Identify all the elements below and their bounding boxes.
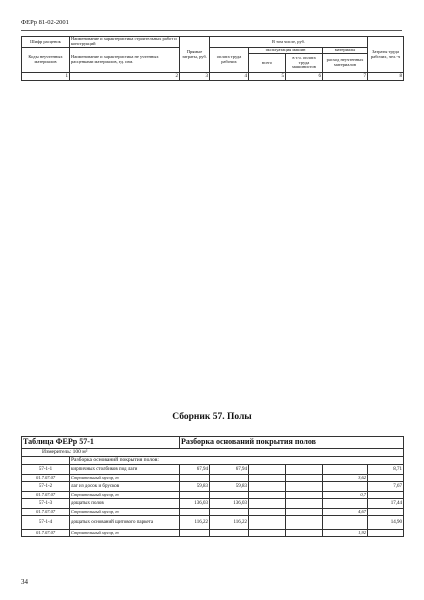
rate-code: 57-1-4: [22, 516, 70, 530]
table-row: [22, 465, 404, 475]
column-number: 2: [70, 73, 180, 81]
table-row: [22, 492, 404, 499]
labor-hours: 8,71: [368, 465, 404, 475]
table-row: [22, 482, 404, 492]
operator-pay-header: в т.ч. оплата труда машинистов: [286, 54, 323, 73]
rate-code: 57-1-3: [22, 499, 70, 509]
cipher-header: Шифр расценок: [22, 37, 70, 48]
collection-title: Сборник 57. Полы: [172, 412, 252, 422]
document-code: ФЕРр 81-02-2001: [21, 19, 69, 26]
labor-pay: 59,83: [210, 482, 249, 492]
labor-pay: 116,22: [210, 516, 249, 530]
rate-code: 57-1-2: [22, 482, 70, 492]
table-code: Таблица ФЕРр 57-1: [22, 437, 180, 449]
work-name: лаг из досок и брусков: [70, 482, 180, 492]
table-row: [22, 516, 404, 530]
rates-table: [21, 436, 404, 537]
section-title: Разборка оснований покрытия полов:: [70, 457, 404, 465]
labor-pay: 67,94: [210, 465, 249, 475]
work-name: дощатых оснований щитового паркета: [70, 516, 180, 530]
table-row: [22, 530, 404, 537]
column-number: 7: [323, 73, 368, 81]
rate-code: 57-1-1: [22, 465, 70, 475]
material-qty: 0,7: [323, 492, 368, 499]
direct-cost: 67,94: [180, 465, 210, 475]
header-table: [21, 36, 404, 81]
unaccounted-codes-header: Коды неучтенных материалов: [22, 48, 70, 73]
table-row: [22, 509, 404, 516]
material-code: 01.7.07.07: [22, 475, 70, 482]
labor-costs-header: Затраты труда рабочих, чел.-ч: [368, 37, 404, 73]
materials-header: материалы: [323, 48, 368, 54]
total-header: всего: [249, 54, 286, 73]
material-code: 01.7.07.07: [22, 509, 70, 516]
material-name: Строительный мусор, т: [70, 475, 180, 482]
header-rule: [21, 30, 402, 31]
machine-operation-header: эксплуатация машин: [249, 48, 323, 54]
labor-hours: 7,67: [368, 482, 404, 492]
page-number: 34: [21, 578, 28, 586]
table-row: [22, 475, 404, 482]
including-header: В том числе, руб.: [210, 37, 368, 48]
name-header-bottom: Наименование и характеристика не учтенных расценками материалов, ед. изм.: [70, 48, 180, 73]
name-header-top: Наименование и характеристика строительных работ и конструкций: [70, 37, 180, 48]
material-qty: 3,62: [323, 475, 368, 482]
labor-hours: 14,90: [368, 516, 404, 530]
direct-cost: 59,83: [180, 482, 210, 492]
direct-cost: 116,22: [180, 516, 210, 530]
table-row: [22, 499, 404, 509]
direct-costs-header: Прямые затраты, руб.: [180, 37, 210, 73]
column-number: 6: [286, 73, 323, 81]
unaccounted-materials-header: расход неучтенных материалов: [323, 54, 368, 73]
column-number: 3: [180, 73, 210, 81]
column-number: 4: [210, 73, 249, 81]
column-number: 5: [249, 73, 286, 81]
table-heading: [22, 437, 404, 449]
work-name: кирпичных столбиков под лаги: [70, 465, 180, 475]
labor-hours: 17,44: [368, 499, 404, 509]
material-qty: 4,67: [323, 509, 368, 516]
material-name: Строительный мусор, т: [70, 492, 180, 499]
material-code: 01.7.07.07: [22, 492, 70, 499]
material-qty: 1,92: [323, 530, 368, 537]
material-code: 01.7.07.07: [22, 530, 70, 537]
worker-pay-header: оплата труда рабочих: [210, 48, 249, 73]
material-name: Строительный мусор, т: [70, 509, 180, 516]
work-name: дощатых полов: [70, 499, 180, 509]
column-number: 8: [368, 73, 404, 81]
material-name: Строительный мусор, т: [70, 530, 180, 537]
column-number: 1: [22, 73, 70, 81]
table-title: Разборка оснований покрытия полов: [180, 437, 404, 449]
direct-cost: 136,03: [180, 499, 210, 509]
labor-pay: 136,03: [210, 499, 249, 509]
meter: Измеритель: 100 м²: [22, 449, 404, 457]
